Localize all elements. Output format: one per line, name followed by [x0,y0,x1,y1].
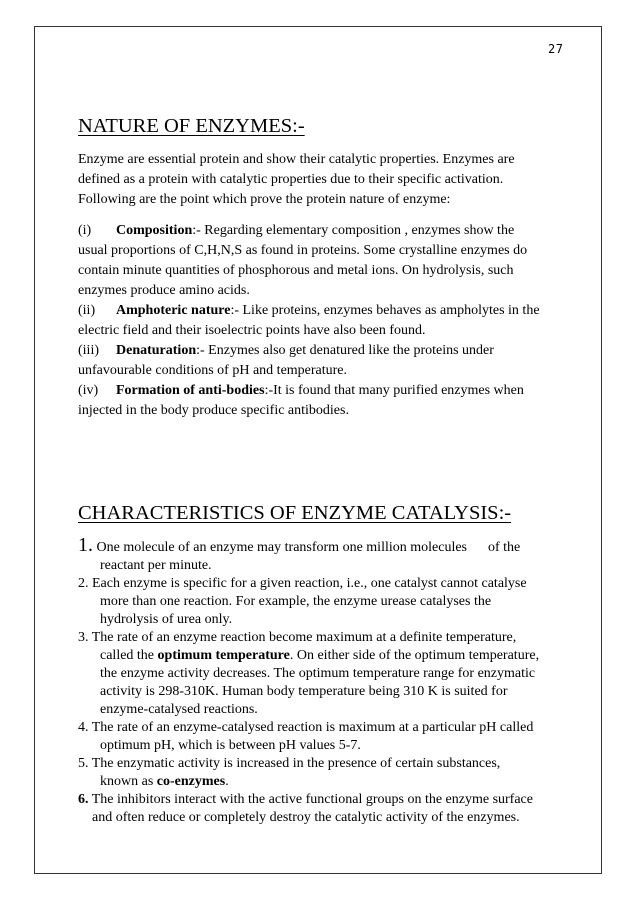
item-text: :- Like proteins, enzymes behaves as ampholytes in the [230,303,540,318]
nature-item-denaturation [78,341,578,381]
item-number: 1. [78,534,93,556]
item-text: unfavourable conditions of pH and temperature. [78,363,348,378]
item-text: :- Enzymes also get denatured like the proteins under [196,343,494,358]
item-text: and often reduce or completely destroy the catalytic activity of the enzymes. [92,810,520,825]
item-text: :- Regarding elementary composition , enzymes show the [192,223,515,238]
characteristic-item-4 [78,719,578,755]
item-text: The rate of an enzyme reaction become maximum at a definite temperature, [91,630,517,645]
characteristic-item-6 [78,791,578,827]
item-term: Denaturation [116,343,197,358]
item-text: The enzymatic activity is increased in the presence of certain substances, [91,756,501,771]
item-text: called the [100,648,158,663]
item-text: reactant per minute. [100,558,212,573]
intro-line: defined as a protein with catalytic properties due to their specific activation. [78,172,504,187]
item-term: optimum temperature [157,648,290,663]
item-text: . On either side of the optimum temperature, [289,648,540,663]
item-text: usual proportions of C,H,N,S as found in proteins. Some crystalline enzymes do [78,243,528,258]
item-text: contain minute quantities of phosphorous and metal ions. On hydrolysis, such [78,263,514,278]
item-text: optimum pH, which is between pH values 5-7. [100,738,361,753]
item-text: known as [100,774,157,789]
nature-item-antibodies [78,381,578,421]
characteristics-list [78,536,578,827]
item-text: activity is 298-310K. Human body temperature being 310 K is suited for [100,684,508,699]
item-text: injected in the body produce specific antibodies. [78,403,349,418]
item-text: One molecule of an enzyme may transform one million molecules of the [96,540,521,555]
item-text: . [225,774,229,789]
item-text: :-It is found that many purified enzymes when [264,383,524,398]
item-number: 3. [78,630,89,645]
item-number: 2. [78,576,89,591]
item-marker: (i) [78,223,92,238]
characteristic-item-2 [78,575,578,629]
item-text: The rate of an enzyme-catalysed reaction is maximum at a particular pH called [91,720,534,735]
item-term: Amphoteric nature [116,303,231,318]
item-marker: (iii) [78,343,99,358]
item-number: 5. [78,756,89,771]
item-text: electric field and their isoelectric points have also been found. [78,323,426,338]
item-term: Composition [116,223,193,238]
item-text: enzyme-catalysed reactions. [100,702,258,717]
page-number: 27 [548,42,564,56]
item-text: Each enzyme is specific for a given reaction, i.e., one catalyst cannot catalyse [92,576,527,591]
nature-item-composition [78,221,578,301]
item-text: the enzyme activity decreases. The optimum temperature range for enzymatic [100,666,536,681]
item-number: 4. [78,720,89,735]
item-text: enzymes produce amino acids. [78,283,250,298]
characteristic-item-3 [78,629,578,719]
item-number: 6. [78,792,89,807]
nature-item-amphoteric [78,301,578,341]
item-term: Formation of anti-bodies [116,383,265,398]
item-marker: (ii) [78,303,96,318]
intro-line: Following are the point which prove the protein nature of enzyme: [78,192,451,207]
characteristic-item-5 [78,755,578,791]
section-heading-characteristics: CHARACTERISTICS OF ENZYME CATALYSIS:- [78,502,512,524]
item-marker: (iv) [78,383,99,398]
item-text: more than one reaction. For example, the enzyme urease catalyses the [100,594,492,609]
intro-paragraph [78,150,578,210]
item-text: The inhibitors interact with the active functional groups on the enzyme surface [91,792,533,807]
item-text: hydrolysis of urea only. [100,612,233,627]
intro-line: Enzyme are essential protein and show their catalytic properties. Enzymes are [78,152,515,167]
characteristic-item-1 [78,536,578,575]
nature-list [78,221,578,421]
item-term: co-enzymes [156,774,226,789]
section-heading-nature-of-enzymes: NATURE OF ENZYMES:- [78,115,305,137]
